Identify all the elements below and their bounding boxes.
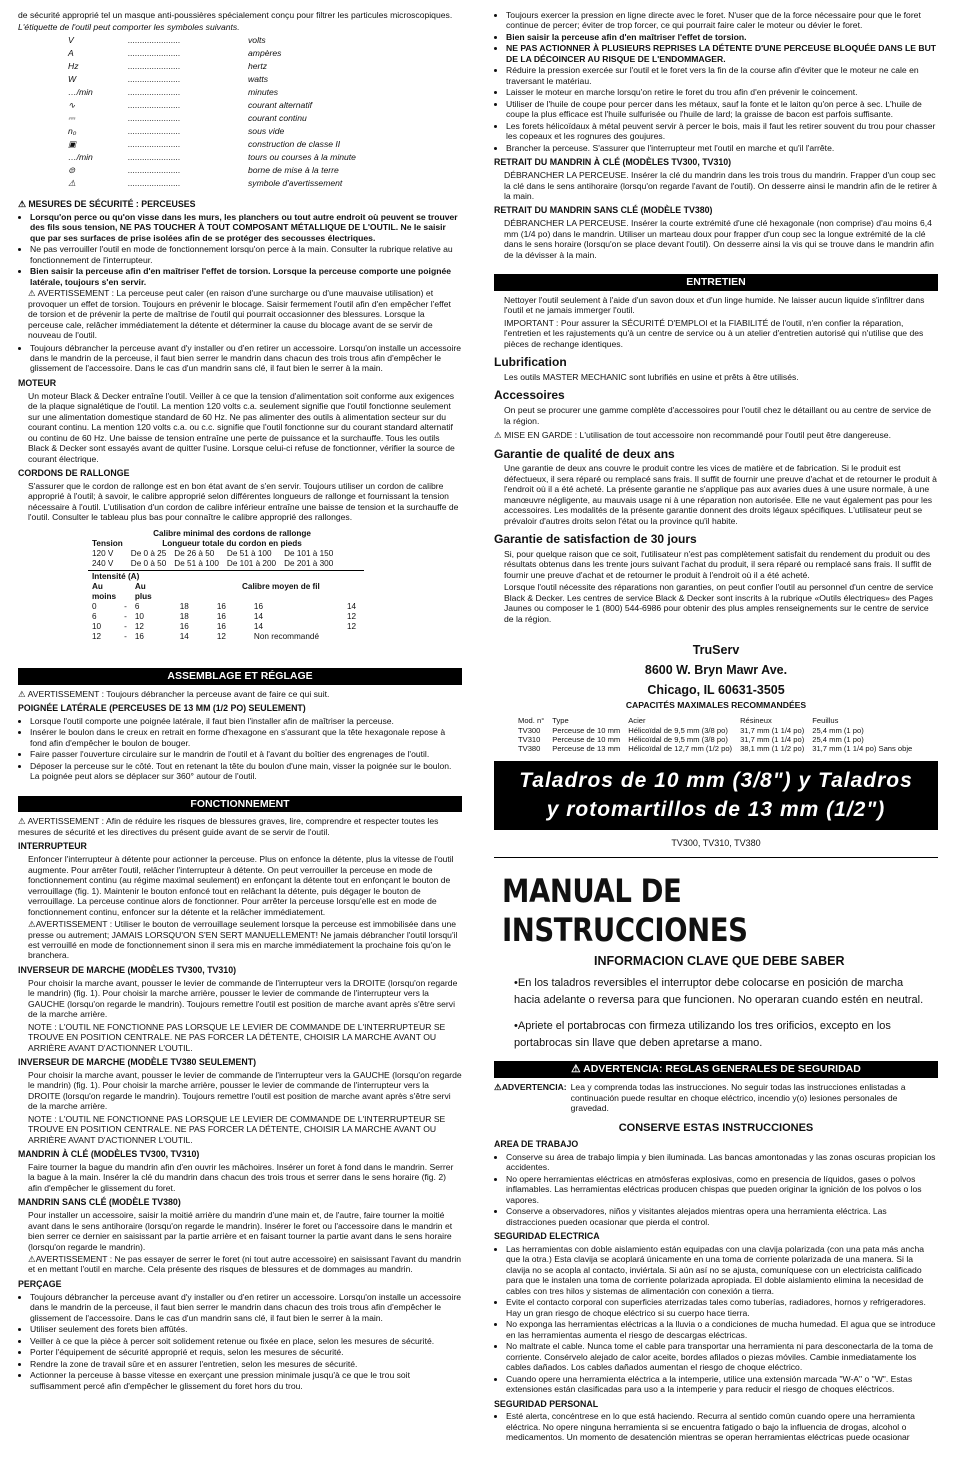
gauge-cell: 14 <box>179 631 189 641</box>
cord-table <box>88 529 462 642</box>
symbol-meaning: ampères <box>248 47 282 58</box>
top-list <box>494 10 938 153</box>
truserv-name: TruServ <box>692 643 740 658</box>
symbol-sign: ▣ <box>68 138 77 149</box>
retrait-cle-text: DÉBRANCHER LA PERCEUSE. Insérer la clé du mandrin dans les trois trous du mandrin. Frapper d'un coup sec la clé dans le sens antihoraire (lorsqu'on regarde l'avant de l'outil). On desserre ainsi le mandrin afin de le retirer à la main. <box>504 170 937 201</box>
fonct-warning-text: AVERTISSEMENT : Afin de réduire les risques de blessures graves, lire, comprendre et respecter toutes les mesures de sécurité et les directives du présent guide avant de se servir de l'outil. <box>18 816 439 837</box>
symbol-meaning: courant alternatif <box>248 99 313 110</box>
mandrin-sans-text: Pour installer un accessoire, saisir la moitié arrière du mandrin d'une main et, de l'autre, faire tourner la moitié avant dans le sens antihoraire (lorsqu'on regarde le mandrin). Insérer le foret ou l'accessoire dans le mandrin et bien serrer ce dernier en saisissant par la partie arrière et en faisant tourner la partie avant dans le sens horaire (lorsqu'on regarde le mandrin). <box>28 1210 453 1252</box>
amp-min: 0 <box>92 601 97 611</box>
table-row <box>88 622 360 632</box>
capac-title: CAPACITÉS MAXIMALES RECOMMANDÉES <box>625 700 807 711</box>
spec-header: Acier <box>628 716 646 726</box>
list-item <box>30 266 462 287</box>
list-item: • No maltrate el cable. Nunca tome el cable para transportar una herramienta ni para desconectarla de la toma de corriente. Consérvelo alejado de calor aceite, bordes afilados o piezas móviles. Cambie inmediatamente los cables dañados. Los cables dañados aumentan el riesgo de choque eléctrico. <box>506 1341 938 1372</box>
symbol-meaning: construction de classe II <box>248 138 341 149</box>
symbols-list <box>18 35 462 191</box>
access-text: On peut se procurer une gamme complète d'accessoires pour l'outil chez le détaillant ou au centre de service de la région. <box>504 405 931 426</box>
list-item: • Utiliser seulement des forets bien affûtés. <box>30 1324 462 1334</box>
mandrin-sans-warning <box>18 1254 462 1275</box>
right-column <box>494 10 938 1444</box>
list-item: • Insérer le boulon dans le creux en retrait en forme d'hexagone en s'assurant que la tête hexagonale repose à fond afin d'empêcher le boulon de bouger. <box>30 727 462 748</box>
list-item: • Ne pas verrouiller l'outil en mode de fonctionnement lorsqu'on perce à la main. Consulter la rubrique relative au fonctionnement de l'interrupteur. <box>30 244 462 265</box>
safety-item-1: Lorsqu'on perce ou qu'on visse dans les murs, les planchers ou tout autre endroit où peuvent se trouver des fils sous tension, NE PAS TOUCHER À TOUT COMPOSANT MÉTALLIQUE DE L'OUTIL. Ne le saisir que par ses surfaces de prise isolées afin de se protéger des secousses électriques. <box>30 211 458 243</box>
spec-cell: 31,7 mm (1 1/4 po) Sans obje <box>812 744 913 754</box>
advertencia-label <box>494 1082 567 1113</box>
moins-label: moins <box>92 591 117 601</box>
amp-dash: - <box>124 611 127 621</box>
spanish-title-banner <box>494 761 938 830</box>
lubrif-title: Lubrification <box>494 355 567 370</box>
warning-icon: ⚠ <box>28 288 36 299</box>
spec-header: Type <box>552 716 569 726</box>
area-list <box>494 1152 938 1227</box>
list-item: • Actionner la perceuse à basse vitesse en exerçant une pression minimale jusqu'à ce que le trou soit suffisamment percé afin d'empêcher le glissement du foret hors du trou. <box>30 1370 462 1391</box>
symbol-dots: ...................... <box>128 34 181 45</box>
tension-value: 240 V <box>92 558 114 568</box>
spec-header: Mod. n° <box>518 716 545 726</box>
conserve-title: CONSERVE ESTAS INSTRUCCIONES <box>618 1121 814 1134</box>
list-item: • Conserve su área de trabajo limpia y bien iluminada. Las bancas amontonadas y las zonas oscuras propician los accidentes. <box>506 1152 938 1173</box>
spec-cell: 38,1 mm (1 1/2 po) <box>740 744 805 754</box>
spec-cell: Perceuse de 10 mm <box>552 734 621 744</box>
list-item: • Réduire la pression exercée sur l'outil et le foret vers la fin de la course afin d'éviter que le moteur ne cale en traversant le matériau. <box>506 65 938 86</box>
symbol-dots: ...................... <box>128 151 181 162</box>
inverseur1-title: INVERSEUR DE MARCHE (MODÈLES TV300, TV310) <box>18 964 237 975</box>
gauge-cell: Non recommandé <box>253 631 319 641</box>
gauge-cell: 16 <box>253 601 264 611</box>
inverseur1-text: Pour choisir la marche avant, pousser le levier de commande de l'interrupteur vers la DROITE (lorsqu'on regarde le mandrin) (fig. 1). Pour choisir la marche arrière, pousser le levier de commande de l'interrupteur vers la GAUCHE (lorsqu'on regarde le mandrin). Toujours remettre l'outil est position de marche avant après s'être servi de la marche arrière. <box>28 977 458 1020</box>
table-row <box>88 602 360 612</box>
safety-warning-text: AVERTISSEMENT : La perceuse peut caler (en raison d'une surcharge ou d'une mauvaise utilisation) et provoquer un effet de torsion. Toujours en prévenir le blocage. Saisir fermement l'outil afin d'en empêcher l'effet de torsion et de prévenir la perte de maîtrise de l'outil qui pourrait occasionner des blessures. Lorsque la perceuse cale, relâcher immédiatement la détente et déterminer la cause du blocage avant de se servir de nouveau de l'outil. <box>28 288 451 341</box>
length-cell: De 0 à 50 <box>130 558 167 568</box>
symbol-dots: ...................... <box>128 47 181 58</box>
address-line-1: 8600 W. Bryn Mawr Ave. <box>644 663 788 678</box>
divider <box>494 857 938 858</box>
symbol-sign: ⊜ <box>68 164 76 175</box>
access-title: Accessoires <box>494 388 565 403</box>
seg-elec-title: SEGURIDAD ELECTRICA <box>494 1231 600 1242</box>
safety-title-text: MESURES DE SÉCURITÉ : PERCEUSES <box>28 198 196 209</box>
warning-icon: ⚠ <box>494 1082 502 1093</box>
table-row <box>514 726 916 735</box>
length-cell: De 101 à 200 <box>226 558 277 568</box>
symbol-dots: ...................... <box>128 125 181 136</box>
length-cell: De 0 à 25 <box>130 548 167 558</box>
safety-title <box>18 199 462 210</box>
seg-pers-title: SEGURIDAD PERSONAL <box>494 1398 599 1409</box>
list-item: • Toujours débrancher la perceuse avant d'y installer ou d'en retirer un accessoire. Lorsqu'on installe un accessoire dans le mandrin de la perceuse, il faut bien serrer le mandrin dans chacun des trois trous afin d'empêcher le glissement de l'accessoire. Dans le cas d'un mandrin sans clé, il faut bien le serrer à la main. <box>30 343 462 374</box>
moteur-text: Un moteur Black & Decker entraîne l'outil. Veiller à ce que la tension d'alimentation soit conforme aux exigences de la plaque signalétique de l'outil. La mention 120 volts c.a. seulement signifie que l'outil fonctionne seulement sur une alimentation domestique standard de 60 Hz. Ne pas alimenter des outils à alimentation secteur sur du courant continu. La mention 120 volts c.a. ou c.c. signifie que l'outil fonctionne sur du courant standard alternatif ou continu de 60 Hz. Une baisse de tension entraîne une perte de puissance et la surchauffe. Tous les outils Black & Decker sont essayés avant de quitter l'usine. Lorsque celui-ci refuse de fonctionner, vérifier la source de courant électrique. <box>28 390 455 464</box>
spec-table <box>494 716 938 753</box>
spec-cell: 31,7 mm (1 1/4 po) <box>740 725 805 735</box>
list-item: • No opere herramientas eléctricas en atmósferas explosivas, como en presencia de líquidos, gases o polvos inflamables. Las herramientas eléctricas producen chispas que pueden originar la ignición de los polvos o los vapores. <box>506 1174 938 1205</box>
symbol-meaning: symbole d'avertissement <box>248 177 343 188</box>
inverseur1-note: NOTE : L'OUTIL NE FONCTIONNE PAS LORSQUE LE LEVIER DE COMMANDE DE L'INTERRUPTEUR SE TROUVE EN POSITION CENTRALE. NE PAS FORCER LA DÉTENTE, CHOISIR LA MARCHE AVANT OU ARRIÈRE AVANT D'ACTIONNER L'OUTIL. <box>28 1021 446 1053</box>
symbol-dots: ...................... <box>128 177 181 188</box>
garantie-title: Garantie de qualité de deux ans <box>494 446 675 461</box>
spanish-title-line-1: Taladros de 10 mm (3/8") y Taladros <box>519 769 913 793</box>
symbol-meaning: hertz <box>248 60 268 71</box>
advertencia-bar <box>494 1061 938 1078</box>
gauge-cell: 16 <box>216 621 226 631</box>
satisf-text: Si, pour quelque raison que ce soit, l'utilisateur n'est pas complètement satisfait du rendement du produit ou des résultats obtenus dans les trente jours suivant l'achat du produit, il sera réparé ou remplacé sans frais. Il suffit de fournir une preuve d'achat et de retourner le produit à l'endroit où il a été acheté. <box>504 548 932 580</box>
symbol-sign: W <box>68 73 77 84</box>
mandrin-cle-title: MANDRIN À CLÉ (MODÈLES TV300, TV310) <box>18 1149 200 1160</box>
gauge-cell: 14 <box>347 601 357 611</box>
amp-min: 12 <box>92 631 102 641</box>
cordons-text: S'assurer que le cordon de rallonge est en bon état avant de s'en servir. Toujours utiliser un cordon de calibre approprié à l'outil; à savoir, le calibre approprié selon différentes longueurs de rallonge et fournissant la tension nécessaire à l'outil. L'utilisation d'un cordon de calibre inférieur entraîne une baisse de tension et la surchauffe de l'outil. Consulter le tableau plus bas pour connaître le calibre approprié des rallonges. <box>28 480 459 523</box>
satisf-text2: Lorsque l'outil nécessite des réparations non garanties, on peut confier l'outil au personnel d'un centre de service Black & Decker. Les centres de service Black & Decker sont inscrits à la rubrique «Outils électriques» des Pages Jaunes ou composer le 1 (800) 544-6986 pour obtenir des plus amples renseignements sur le centre de service de la région. <box>504 582 934 624</box>
access-warning <box>494 430 938 440</box>
calibre-label: Calibre moyen de fil <box>242 581 320 591</box>
info-bullet-1-text: En los taladros reversibles el interruptor debe colocarse en posición de marcha hacia adelante o reversa para que funcionen. No operaran cuando estén en neutral. <box>514 977 924 1006</box>
retrait-cle-title: RETRAIT DU MANDRIN À CLÉ (MODÈLES TV300, TV310) <box>494 157 732 168</box>
entretien-bar: ENTRETIEN <box>494 274 938 291</box>
interrupteur-warning-text: AVERTISSEMENT : Utiliser le bouton de verrouillage seulement lorsque la perceuse est immobilisée dans une presse ou autrement; JAMAIS LORSQU'ON S'EN SERT MANUELLEMENT! Ne jamais débrancher l'outil lorsqu'il est verrouillé en mode de fonctionnement sinon il sera mis en marche immédiatement la prochaine fois qu'on le branchera. <box>28 919 458 961</box>
list-item: • Las herramientas con doble aislamiento están equipadas con una clavija polarizada (con una pata más ancha que la otra.) Esta clavija se acoplará únicamente en una toma de corriente polarizada de una manera. Si la clavija no se acopla al contacto, inviértala. Si aún así no se ajusta, comuníquese con un electricista calificado para que le instalen una toma de corriente polarizada apropiada. El doble aislamiento elimina la necesidad de cables con tres hilos y sistemas de alimentación con conexión a tierra. <box>506 1244 938 1296</box>
list-item: • Porter l'équipement de sécurité approprié et requis, selon les mesures de sécurité. <box>30 1347 462 1357</box>
symbol-dots: ...................... <box>128 73 181 84</box>
gauge-cell: 12 <box>347 611 357 621</box>
fonctionnement-bar: FONCTIONNEMENT <box>18 796 462 813</box>
warning-icon: ⚠ <box>571 1063 581 1076</box>
warning-icon: ⚠ <box>494 430 502 441</box>
intro-text: de sécurité approprié tel un masque anti-poussières spécialement conçu pour filtrer les particules microscopiques. <box>18 10 453 20</box>
truserv-address <box>494 640 938 710</box>
list-item: • Lorsque l'outil comporte une poignée latérale, il faut bien l'installer afin de maîtriser la perceuse. <box>30 716 462 726</box>
info-bullet-1: •En los taladros reversibles el interruptor debe colocarse en posición de marcha hacia adelante o reversa para que funcionen. No operaran cuando estén en neutral. <box>514 977 924 1006</box>
inverseur2-note: NOTE : L'OUTIL NE FONCTIONNE PAS LORSQUE LE LEVIER DE COMMANDE DE L'INTERRUPTEUR SE TROUVE EN POSITION CENTRALE. NE PAS FORCER LA DÉTENTE, CHOISIR LA MARCHE AVANT OU ARRIÈRE AVANT D'ACTIONNER L'OUTIL. <box>28 1113 446 1145</box>
spec-cell: 25,4 mm (1 po) <box>812 725 864 735</box>
au-label: Au <box>92 581 103 591</box>
list-item: • Conserve a observadores, niños y visitantes alejados mientras opera una herramienta eléctrica. Las distracciones pueden ocasionar que pierda el control. <box>506 1206 938 1227</box>
list-item: • Utiliser de l'huile de coupe pour percer dans les métaux, sauf la fonte et le laiton qu'on perce à sec. L'huile de coupe la plus efficace est l'huile sulfurisée ou l'huile de lard; la graisse de bacon est parfois suffisante. <box>506 99 938 120</box>
models-line: TV300, TV310, TV380 <box>671 838 761 849</box>
list-item <box>30 212 462 243</box>
symbol-dots: ...................... <box>128 112 181 123</box>
cord-table-title: Calibre minimal des cordons de rallonge <box>153 528 311 538</box>
garantie-text: Une garantie de deux ans couvre le produit contre les vices de matière et de fabrication. Si le produit est défectueux, il sera réparé ou remplacé sans frais. Il suffit de fournir une preuve d'achat et de retourner le produit à l'endroit où il a été acheté. La présente garantie ne s'applique pas aux avaries dues à une usure normale, à une manœuvre négligente, au mauvais usage ni à une réparation non autorisée. Elle ne vaut également pas pour les accessoires. Les modalités de la présente garantie donnent des droits légaux spécifiques. L'utilisateur peut se prévaloir d'autres droits selon l'état ou la province qu'il habite. <box>504 463 937 526</box>
symbol-meaning: borne de mise à la terre <box>248 164 339 175</box>
info-bullet-2: •Apriete el portabrocas con firmeza utilizando los tres orificios, excepto en los portabrocas sin llave que deben apretarse a mano. <box>514 1020 891 1049</box>
col-tension: Tension <box>92 538 123 548</box>
info-bullet-2-text: Apriete el portabrocas con firmeza utilizando los tres orificios, excepto en los portabrocas sin llave que deben apretarse a mano. <box>514 1020 891 1049</box>
table-row <box>88 559 337 569</box>
warning-icon: ⚠ <box>28 919 36 930</box>
symbol-dots: ...................... <box>128 99 181 110</box>
table-row <box>514 735 916 744</box>
spec-cell: Perceuse de 10 mm <box>552 725 621 735</box>
symbol-sign: ∿ <box>68 99 76 110</box>
info-bullets <box>514 975 924 1051</box>
list-item: • Esté alerta, concéntrese en lo que está haciendo. Recurra al sentido común cuando opere una herramienta eléctrica. No opere ninguna herramienta si se encuentra fatigado o bajo la influencia de drogas, alcohol o medicamentos. Un momento de desatención mientras se operan herramientas eléctricas puede ocasionar <box>506 1411 938 1442</box>
gauge-cell: 18 <box>179 601 189 611</box>
gauge-cell: 16 <box>216 601 226 611</box>
satisf-title: Garantie de satisfaction de 30 jours <box>494 532 697 547</box>
left-column <box>18 10 462 1392</box>
advertencia-block <box>494 1082 938 1113</box>
amp-max: 10 <box>134 611 144 621</box>
length-cell: De 101 à 150 <box>284 548 334 558</box>
lubrif-text: Les outils MASTER MECHANIC sont lubrifiés en usine et prêts à être utilisés. <box>504 371 799 382</box>
safety-item-3: Bien saisir la perceuse afin d'en maîtriser l'effet de torsion. Lorsque la perceuse comporte une poignée latérale, toujours s'en servir. <box>30 266 452 287</box>
symbol-meaning: minutes <box>248 86 279 97</box>
spec-cell: Perceuse de 13 mm <box>552 744 621 754</box>
poignee-list <box>18 716 462 782</box>
safety-list <box>18 212 462 287</box>
warning-icon: ⚠ <box>18 816 26 827</box>
list-item: • Toujours débrancher la perceuse avant d'y installer ou d'en retirer un accessoire. Lorsqu'on installe un accessoire dans le mandrin de la perceuse, il faut bien serrer le mandrin dans chacun des trois trous afin d'empêcher le glissement de l'accessoire. Dans le cas d'un mandrin sans clé, il faut bien le serrer à la main. <box>30 1292 462 1323</box>
list-item: • Evite el contacto corporal con superficies aterrizadas tales como tuberías, radiadores, hornos y refrigeradores. Hay un gran riesgo de choque eléctrico si su cuerpo hace tierra. <box>506 1297 938 1318</box>
gauge-cell: 12 <box>216 631 226 641</box>
entretien-important: IMPORTANT : Pour assurer la SÉCURITÉ D'EMPLOI et la FIABILITÉ de l'outil, n'en confier la réparation, l'entretien et les rajustements qu'à un centre de service ou à un atelier d'entretien autorisé qui n'utilise que des pièces de rechange identiques. <box>504 317 924 349</box>
symbol-meaning: watts <box>248 73 269 84</box>
table-row <box>88 549 337 559</box>
gauge-cell: 16 <box>216 611 226 621</box>
symbol-sign: …/min <box>68 86 93 97</box>
amp-min: 6 <box>92 611 97 621</box>
mandrin-sans-title: MANDRIN SANS CLÉ (MODÈLE TV380) <box>18 1197 181 1208</box>
access-warning-text: MISE EN GARDE : L'utilisation de tout accessoire non recommandé pour l'outil peut être dangereuse. <box>504 430 891 441</box>
spec-cell: TV300 <box>518 725 541 735</box>
au2-label: Au <box>134 581 146 591</box>
warning-icon: ⚠ <box>18 688 26 699</box>
moteur-title: MOTEUR <box>18 377 57 388</box>
list-item: • Toujours exercer la pression en ligne directe avec le foret. N'user que de la force nécessaire pour que le foret continue de percer; éviter de trop forcer, ce qui pourrait faire caler le moteur ou dévier le foret. <box>506 10 938 31</box>
amp-max: 6 <box>134 601 140 611</box>
plus-label: plus <box>134 591 152 601</box>
length-cell: De 201 à 300 <box>284 558 334 568</box>
length-cell: De 51 à 100 <box>226 548 272 558</box>
intensite-label: Intensité (A) <box>92 571 140 581</box>
symbol-dots: ...................... <box>128 86 181 97</box>
list-item: • Veiller à ce que la pièce à percer soit solidement retenue ou fixée en place, selon les mesures de sécurité. <box>30 1336 462 1346</box>
gauge-cell: 12 <box>347 621 357 631</box>
percage-list <box>18 1292 462 1391</box>
list-item: • Déposer la perceuse sur le côté. Tout en retenant la tête du boulon d'une main, visser la poignée sur le boulon. La poignée peut alors se déplacer sur 360° autour de l'outil. <box>30 761 462 782</box>
symbol-meaning: tours ou courses à la minute <box>248 151 356 162</box>
list-item: • Brancher la perceuse. S'assurer que l'interrupteur met l'outil en marche et qu'il l'arrête. <box>506 143 938 153</box>
symbol-sign: V <box>68 34 74 45</box>
symbol-dots: ...................... <box>128 60 181 71</box>
manual-title: MANUAL DE INSTRUCCIONES <box>502 872 748 950</box>
tension-value: 120 V <box>92 548 114 558</box>
list-item: • Les forets hélicoïdaux à métal peuvent servir à percer le bois, mais il faut les retirer souvent du trou pour chasser les copeaux et les rognures des goujures. <box>506 121 938 142</box>
amp-dash: - <box>124 601 127 611</box>
amp-dash: - <box>124 631 127 641</box>
list-item: • Faire passer l'ouverture circulaire sur le mandrin de l'outil et à l'avant du boîtier des engrenages de l'outil. <box>30 749 462 759</box>
list-item: • NE PAS ACTIONNER À PLUSIEURS REPRISES LA DÉTENTE D'UNE PERCEUSE BLOQUÉE DANS LE BUT DE LA DÉCOINCER AU RISQUE DE L'ENDOMMAGER. <box>506 43 938 64</box>
gauge-cell: 14 <box>253 621 264 631</box>
retrait-sans-text: DÉBRANCHER LA PERCEUSE. Insérer la courte extrémité d'une clé hexagonale (non comprise) d'au moins 6,4 mm (1/4 po) dans le mandrin. Utiliser un marteau doux pour frapper d'un coup sec la longue extrémité de la clé dans le sens horaire (lorsqu'on se place devant l'outil). On desserre ainsi la vis qui se trouve dans le mandrin afin de la dévisser à la main. <box>504 218 934 260</box>
mandrin-sans-warning-text: AVERTISSEMENT : Ne pas essayer de serrer le foret (ni tout autre accessoire) en saisissant l'avant du mandrin et en mettant l'outil en marche. Cela présente des risques de blessures et de dommages au mandrin. <box>28 1254 462 1275</box>
area-title: AREA DE TRABAJO <box>494 1139 579 1150</box>
symbol-sign: n₀ <box>68 125 77 136</box>
spanish-title-line-2: y rotomartillos de 13 mm (1/2") <box>546 797 886 821</box>
list-item: • Bien saisir la perceuse afin d'en maîtriser l'effet de torsion. <box>506 32 938 42</box>
symbol-sign: Hz <box>68 60 79 71</box>
symbol-sign: ⚠ <box>68 177 76 188</box>
symbol-sign: ⎓ <box>68 112 75 123</box>
spec-cell: Hélicoïdal de 9,5 mm (3/8 po) <box>628 734 728 744</box>
symbol-dots: ...................... <box>128 138 181 149</box>
spec-cell: Hélicoïdal de 12,7 mm (1/2 po) <box>628 744 733 754</box>
elec-list <box>494 1244 938 1395</box>
list-item: • Cuando opere una herramienta eléctrica a la intemperie, utilice una extensión marcada "W-A" o "W". Estas extensiones están clasificadas para uso a la intemperie y para reducir el riesgo de choques eléctricos. <box>506 1374 938 1395</box>
spec-header: Résineux <box>740 716 772 726</box>
spec-cell: 31,7 mm (1 1/4 po) <box>740 734 805 744</box>
advertencia-bar-text: ADVERTENCIA: REGLAS GENERALES DE SEGURIDAD <box>583 1063 861 1076</box>
gauge-cell: 14 <box>253 611 264 621</box>
spec-cell: TV380 <box>518 744 541 754</box>
length-cell: De 51 à 100 <box>174 558 219 568</box>
advertencia-label-text: ADVERTENCIA: <box>501 1082 567 1093</box>
symbol-dots: ...................... <box>128 164 181 175</box>
col-longueur: Longueur totale du cordon en pieds <box>162 538 302 548</box>
table-row <box>514 744 916 753</box>
symbol-meaning: sous vide <box>248 125 285 136</box>
advertencia-text: Lea y comprenda todas las instrucciones. No seguir todas las instrucciones enlistadas a continuación puede resultar en choque eléctrico, incendio y(o) lesiones personales de gravedad. <box>570 1082 906 1114</box>
symbol-meaning: courant continu <box>248 112 307 123</box>
warning-icon: ⚠ <box>28 1254 36 1264</box>
gauge-cell: 18 <box>179 611 189 621</box>
safety-warning <box>18 288 462 340</box>
retrait-sans-title: RETRAIT DU MANDRIN SANS CLÉ (MODÈLE TV380) <box>494 205 713 216</box>
interrupteur-warning <box>18 919 462 961</box>
amp-max: 12 <box>134 621 144 631</box>
spec-header: Feuillus <box>812 716 839 726</box>
symbol-sign: …/min <box>68 151 93 162</box>
amp-min: 10 <box>92 621 102 631</box>
amp-max: 16 <box>134 631 144 641</box>
assemblage-warning <box>18 689 462 699</box>
symbol-meaning: volts <box>248 34 266 45</box>
mandrin-cle-text: Faire tourner la bague du mandrin afin d'en ouvrir les mâchoires. Insérer un foret à fond dans le mandrin. Serrer la bague à la main. Insérer la clé du mandrin dans chacun des trois trous et serrer dans le sens horaire (fig. 2) afin d'empêcher le glissement du foret. <box>28 1161 454 1193</box>
gauge-cell <box>323 632 360 642</box>
list-item: • Rendre la zone de travail sûre et en assurer l'entretien, selon les mesures de sécurité. <box>30 1359 462 1369</box>
length-cell: De 26 à 50 <box>174 548 215 558</box>
assemblage-bar: ASSEMBLAGE ET RÉGLAGE <box>18 668 462 685</box>
percage-title: PERÇAGE <box>18 1278 62 1289</box>
list-item: • No exponga las herramientas eléctricas a la lluvia o a condiciones de mucha humedad. El agua que se introduce en las herramientas aumenta el riesgo de descargas eléctricas. <box>506 1319 938 1340</box>
entretien-text: Nettoyer l'outil seulement à l'aide d'un savon doux et d'un linge humide. Ne laisser aucun liquide s'infiltrer dans l'outil et ne jamais immerger l'outil. <box>504 294 925 316</box>
gauge-cell: 16 <box>179 621 189 631</box>
table-row <box>88 632 360 642</box>
symbol-sign: A <box>68 47 74 58</box>
address-line-2: Chicago, IL 60631-3505 <box>647 683 785 698</box>
assemblage-warning-text: AVERTISSEMENT : Toujours débrancher la perceuse avant de faire ce qui suit. <box>27 688 330 699</box>
warning-icon: ⚠ <box>18 198 26 209</box>
inverseur2-title: INVERSEUR DE MARCHE (MODÈLE TV380 SEULEMENT) <box>18 1057 257 1068</box>
interrupteur-title: INTERRUPTEUR <box>18 841 87 852</box>
cordons-title: CORDONS DE RALLONGE <box>18 468 130 479</box>
inverseur2-text: Pour choisir la marche avant, pousser le levier de commande de l'interrupteur vers la GAUCHE (lorsqu'on regarde le mandrin) (fig. 1). Pour choisir la marche arrière, pousser le levier de commande de l'interrupteur vers la DROITE (lorsqu'on regarde le mandrin). Toujours remettre l'outil est position de marche avant après s'être servi de la marche arrière. <box>28 1069 462 1112</box>
table-row <box>88 612 360 622</box>
symbols-intro: L'étiquette de l'outil peut comporter les symboles suivants. <box>18 22 240 33</box>
spec-cell: Hélicoïdal de 9,5 mm (3/8 po) <box>628 725 728 735</box>
amp-dash: - <box>124 621 127 631</box>
interrupteur-text: Enfoncer l'interrupteur à détente pour actionner la perceuse. Plus on enfonce la détente, plus la vitesse de l'outil augmente. Pour arrêter l'outil, relâcher l'interrupteur à détente. On peut verrouiller la perceuse en mode de fonctionnement continu (au régime maximal seulement) en enfonçant la détente tout en enfonçant le bouton de verrouillage (fig. 1). Maintenir le bouton enfoncé tout en relâchant la détente, puis dégager le bouton de verrouillage. La perceuse continue alors de fonctionner. Pour arrêter la perceuse lorsqu'elle est en mode de fonctionnement continu, enfoncer sur la détente et la relâcher immédiatement. <box>28 854 454 917</box>
poignee-title: POIGNÉE LATÉRALE (PERCEUSES DE 13 MM (1/2 PO) SEULEMENT) <box>18 703 306 713</box>
spec-cell: 25,4 mm (1 po) <box>812 734 864 744</box>
info-title: INFORMACION CLAVE QUE DEBE SABER <box>594 954 845 969</box>
fonct-warning <box>18 816 462 837</box>
spec-cell: TV310 <box>518 734 541 744</box>
list-item: • Laisser le moteur en marche lorsqu'on retire le foret du trou afin d'en prévenir le coincement. <box>506 87 938 97</box>
